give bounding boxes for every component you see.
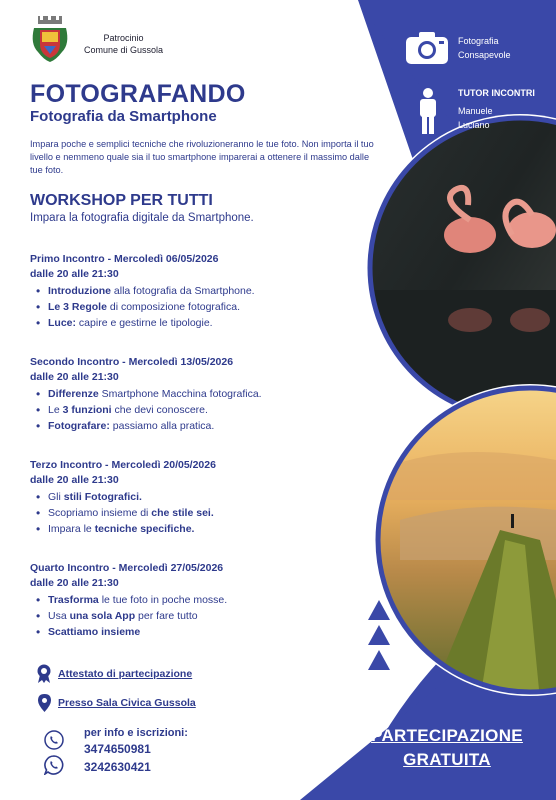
item-bold: che stile sei. xyxy=(151,507,214,519)
meeting-time: dalle 20 alle 21:30 xyxy=(30,268,119,280)
item-text: di composizione fotografica. xyxy=(106,301,241,313)
intro-text: Impara poche e semplici tecniche che rivoluzioneranno le tue foto. Non importa il tuo livello e nemmeno quale sia il tuo smartphone imparerai a ottenere il massimo dalle tue foto. xyxy=(30,139,374,175)
certificate-link[interactable]: Attestato di partecipazione xyxy=(58,668,193,680)
item-text: alla fotografia da Smartphone. xyxy=(111,285,255,297)
item-bold: Introduzione xyxy=(48,285,111,297)
rosette-icon xyxy=(36,664,52,684)
free-line-2: GRATUITA xyxy=(403,750,491,769)
workshop-subtitle: Impara la fotografia digitale da Smartphone. xyxy=(30,212,254,224)
item-bold: Fotografare: xyxy=(48,420,110,432)
meeting-heading: Quarto Incontro - Mercoledì 27/05/2026 xyxy=(30,562,224,574)
meeting-heading: Primo Incontro - Mercoledì 06/05/2026 xyxy=(30,253,219,265)
info-label: per info e iscrizioni: xyxy=(84,727,188,739)
meeting-time: dalle 20 alle 21:30 xyxy=(30,371,119,383)
item-bold: Luce: xyxy=(48,317,77,329)
tutor-names xyxy=(458,104,493,132)
meeting-heading: Secondo Incontro - Mercoledì 13/05/2026 xyxy=(30,356,234,368)
tutor-name-1: Manuele xyxy=(458,106,493,116)
meeting-item xyxy=(34,608,360,624)
patronage xyxy=(84,32,163,56)
item-text: che devi conoscere. xyxy=(111,404,208,416)
item-bold: Differenze xyxy=(48,388,99,400)
triangle-icon xyxy=(368,600,390,620)
location-pin-icon xyxy=(38,694,51,712)
meeting-4 xyxy=(30,561,360,640)
meeting-2 xyxy=(30,355,360,434)
triangle-icon xyxy=(368,650,390,670)
item-text: le tue foto in poche mosse. xyxy=(98,594,228,606)
meeting-time: dalle 20 alle 21:30 xyxy=(30,474,119,486)
meeting-item xyxy=(34,402,360,418)
phone-number-2[interactable]: 3242630421 xyxy=(84,760,151,774)
patronage-line-1: Patrocinio xyxy=(103,33,144,43)
meeting-item xyxy=(34,315,360,331)
meeting-item xyxy=(34,624,360,640)
phone-icon xyxy=(44,730,64,750)
meeting-item xyxy=(34,521,360,537)
meeting-heading: Terzo Incontro - Mercoledì 20/05/2026 xyxy=(30,459,216,471)
meeting-item xyxy=(34,418,360,434)
meeting-time: dalle 20 alle 21:30 xyxy=(30,577,119,589)
item-pre: Gli xyxy=(48,491,64,503)
meeting-1 xyxy=(30,252,360,331)
free-participation xyxy=(350,724,544,772)
tutor-title: TUTOR INCONTRI xyxy=(458,88,535,98)
photo-label-line-1: Fotografia xyxy=(458,36,499,46)
phone-number-1[interactable]: 3474650981 xyxy=(84,742,151,756)
item-pre: Scopriamo insieme di xyxy=(48,507,152,519)
location-link[interactable]: Presso Sala Civica Gussola xyxy=(58,697,196,709)
item-pre: Impara le xyxy=(48,523,95,535)
item-bold: una sola App xyxy=(69,610,136,622)
item-bold: tecniche specifiche. xyxy=(94,523,195,535)
meeting-item xyxy=(34,386,360,402)
free-line-1: PARTECIPAZIONE xyxy=(371,726,523,745)
photo-label xyxy=(458,34,511,62)
item-pre: Le xyxy=(48,404,63,416)
photo-label-line-2: Consapevole xyxy=(458,50,511,60)
camera-icon xyxy=(406,32,448,64)
meeting-item xyxy=(34,505,360,521)
meeting-item xyxy=(34,299,360,315)
item-bold: Le 3 Regole xyxy=(48,301,107,313)
item-text: passiamo alla pratica. xyxy=(109,420,215,432)
crest-icon xyxy=(30,16,70,64)
item-text: Smartphone Macchina fotografica. xyxy=(98,388,262,400)
meeting-item xyxy=(34,283,360,299)
person-icon xyxy=(418,88,438,134)
meeting-3 xyxy=(30,458,360,537)
page-title: FOTOGRAFANDO xyxy=(30,80,246,108)
item-text: per fare tutto xyxy=(135,610,198,622)
workshop-title: WORKSHOP PER TUTTI xyxy=(30,192,213,209)
whatsapp-icon xyxy=(44,755,64,775)
item-pre: Usa xyxy=(48,610,70,622)
item-bold: stili Fotografici. xyxy=(63,491,142,503)
page-subtitle: Fotografia da Smartphone xyxy=(30,108,217,125)
item-text: capire e gestirne le tipologie. xyxy=(76,317,213,329)
tutor-name-2: Luciano xyxy=(458,120,490,130)
item-bold: Scattiamo insieme xyxy=(48,626,141,638)
item-bold: Trasforma xyxy=(48,594,99,606)
triangle-icon xyxy=(368,625,390,645)
item-bold: 3 funzioni xyxy=(62,404,112,416)
meeting-item xyxy=(34,489,360,505)
patronage-line-2: Comune di Gussola xyxy=(84,45,164,55)
meeting-item xyxy=(34,592,360,608)
